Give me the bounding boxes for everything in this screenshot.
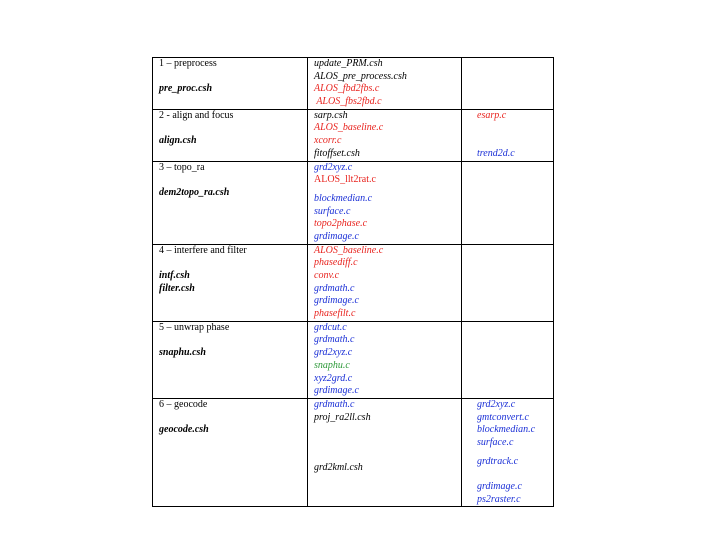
program-name: grdmath.c [314,282,355,294]
processing-steps-table [152,57,554,507]
program-name: grd2kml.csh [314,462,363,474]
program-name [314,450,461,463]
extras-cell [462,109,554,161]
script-name: filter.csh [159,282,195,294]
program-name: grdmath.c [314,334,355,346]
script-name: geocode.csh [159,424,209,436]
program-name: grdimage.c [314,295,359,307]
extra-program-name: trend2d.c [477,147,515,159]
extras-cell [462,244,554,321]
extra-program-name: grd2xyz.c [477,398,516,410]
step-row [153,244,554,321]
programs-cell [308,161,462,244]
script-name: align.csh [159,135,197,147]
extra-program-name [477,468,553,481]
programs-cell [308,321,462,398]
step-label: 4 – interfere and filter [159,244,247,256]
step-cell [153,321,308,398]
extra-program-name: grdtrack.c [477,455,519,467]
script-name: dem2topo_ra.csh [159,186,230,198]
extra-program-name: grdimage.c [477,481,522,492]
program-name: fitoffset.csh [314,147,360,159]
program-name: sarp.csh [314,109,348,121]
script-name: pre_proc.csh [159,83,213,95]
program-name: phasediff.c [314,257,358,269]
step-cell [153,161,308,244]
step-label: 3 – topo_ra [159,161,205,173]
program-name: xcorr.c [314,135,342,147]
step-row [153,161,554,244]
step-cell [153,109,308,161]
program-name: update_PRM.csh [314,58,383,69]
step-label: 1 – preprocess [159,58,217,69]
script-name: snaphu.csh [159,347,206,359]
program-name: ALOS_fbd2fbs.c [314,83,380,95]
program-name: phasefilt.c [314,308,356,320]
program-name: surface.c [314,205,351,217]
step-row [153,109,554,161]
program-name: xyz2grd.c [314,372,353,384]
extra-program-name [477,135,553,148]
program-name: ALOS_baseline.c [314,244,384,256]
program-name: conv.c [314,270,340,281]
program-name: ALOS_llt2rat.c [314,174,376,186]
extra-program-name: surface.c [477,436,514,448]
program-name: ALOS_fbs2fbd.c [314,96,382,108]
program-name: topo2phase.c [314,218,368,230]
program-name [314,424,461,437]
program-name [314,437,461,450]
program-name: grdmath.c [314,398,355,410]
program-name: ALOS_baseline.c [314,122,384,134]
programs-cell [308,398,462,507]
step-row [153,398,554,507]
extra-program-name [477,122,553,135]
step-label: 5 – unwrap phase [159,321,230,333]
program-name: grdcut.c [314,321,347,333]
extra-program-name: gmtconvert.c [477,411,529,423]
program-name: proj_ra2ll.csh [314,411,371,423]
program-name: grdimage.c [314,385,359,397]
program-name: snaphu.c [314,359,350,371]
program-name: grdimage.c [314,230,359,242]
extras-cell [462,58,554,110]
extra-program-name: ps2raster.c [477,493,521,505]
extras-cell [462,321,554,398]
extras-cell [462,398,554,507]
programs-cell [308,244,462,321]
step-row [153,58,554,110]
step-label: 2 - align and focus [159,109,234,121]
extra-program-name: esarp.c [477,109,507,121]
programs-cell [308,109,462,161]
program-name: grd2xyz.c [314,161,353,173]
program-name: grd2xyz.c [314,347,353,359]
step-cell [153,244,308,321]
script-name: intf.csh [159,270,190,281]
extra-program-name: blockmedian.c [477,424,536,436]
extras-cell [462,161,554,244]
step-cell [153,398,308,507]
program-name: blockmedian.c [314,192,373,204]
step-label: 6 – geocode [159,398,208,410]
program-name: ALOS_pre_process.csh [314,70,407,82]
step-cell [153,58,308,110]
step-row [153,321,554,398]
programs-cell [308,58,462,110]
